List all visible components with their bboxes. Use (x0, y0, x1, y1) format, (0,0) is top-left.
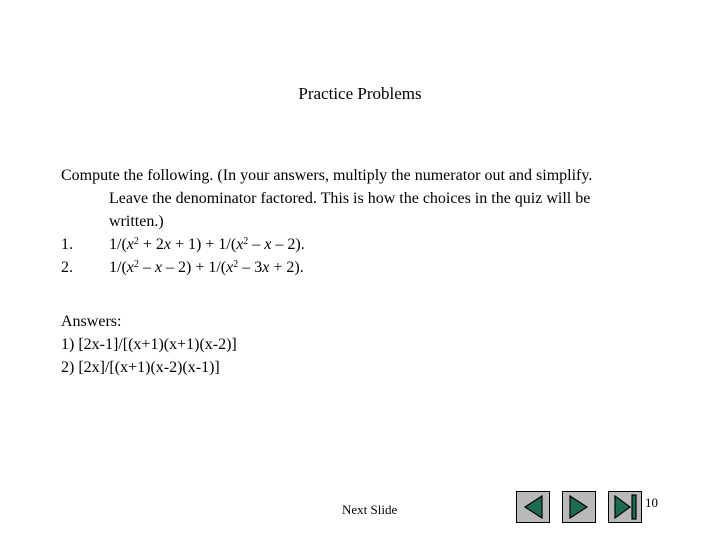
answer-item-2: 2) [2x]/[(x+1)(x-2)(x-1)] (61, 359, 220, 376)
triangle-right-icon (563, 492, 595, 522)
problem-number: 1. (61, 236, 73, 253)
next-slide-button[interactable] (562, 491, 596, 523)
instructions-line-1: Compute the following. (In your answers, multiply the numerator out and simplify. (61, 167, 593, 184)
problem-expression: $1/(x^2 - x - 2) + 1/(x^2 - 3x + 2)$. (109, 259, 304, 276)
answers-section (61, 310, 561, 379)
problem-item-2 (61, 256, 681, 279)
answer-item-1: 1) [2x-1]/[(x+1)(x+1)(x-2)] (61, 336, 237, 353)
slide-number: 10 (645, 495, 658, 510)
slide-title: Practice Problems (298, 84, 422, 103)
problem-section (61, 164, 681, 279)
instructions-line-2: Leave the denominator factored. This is how the choices in the quiz will be (109, 190, 591, 207)
triangle-right-bar-icon (609, 492, 641, 522)
next-slide-link[interactable]: Next Slide (342, 502, 398, 517)
problem-expression: $1/(x^2 + 2x + 1) + 1/(x^2 - x - 2)$. (109, 236, 305, 253)
problem-number: 2. (61, 259, 73, 276)
instructions-line-3: written.) (109, 213, 164, 230)
problem-item-1 (61, 233, 681, 256)
answers-heading: Answers: (61, 313, 122, 330)
triangle-left-icon (517, 492, 549, 522)
previous-slide-button[interactable] (516, 491, 550, 523)
last-slide-button[interactable] (608, 491, 642, 523)
